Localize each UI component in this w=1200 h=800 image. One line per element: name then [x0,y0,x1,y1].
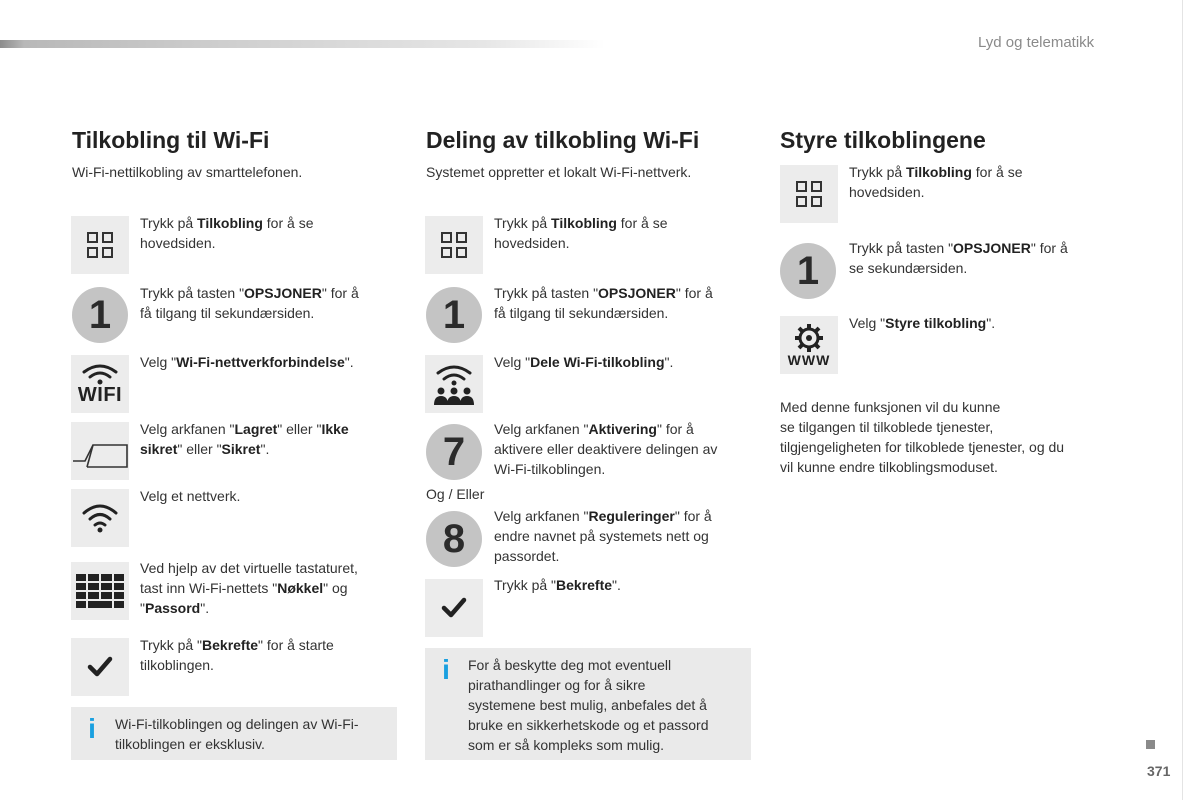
wifi-label-icon [71,355,129,413]
col2-info-note [425,648,751,760]
col2-note-line1: For å beskytte deg mot eventuell [468,657,672,673]
col2-step6: Trykk på "Bekrefte". [494,577,621,593]
col1-note-line2: tilkoblingen er eksklusiv. [115,736,265,752]
col1-title: Tilkobling til Wi-Fi [72,127,270,153]
keyboard-icon [71,562,129,620]
col1-step5: Velg et nettverk. [140,488,241,504]
step-number-1: 1 [780,243,836,299]
col1-step7: Trykk på "Bekrefte" for å starte tilkoblingen. [140,637,334,673]
step-number-1: 1 [426,287,482,343]
step-number-8: 8 [426,511,482,567]
wifi-icon [71,489,129,547]
step-number-7: 7 [426,424,482,480]
tab-icon [71,422,129,480]
col2-note-line3: systemene best mulig, anbefales det å [468,697,707,713]
col1-step6: Ved hjelp av det virtuelle tastaturet, tast inn Wi-Fi-nettets "Nøkkel" og "Passord". [140,560,358,616]
header-bar [0,40,605,48]
col1-step1: Trykk på Tilkobling for å se hovedsiden. [140,215,314,251]
col1-step2: Trykk på tasten "OPSJONER" for å få tilgang til sekundærsiden. [140,285,359,321]
page-number: 371 [1147,763,1171,779]
apps-grid-icon [425,216,483,274]
col2-title: Deling av tilkobling Wi-Fi [426,127,700,153]
col3-step2: Trykk på tasten "OPSJONER" for å se sekundærsiden. [849,240,1068,276]
page-edge-line [1182,0,1183,800]
share-wifi-icon [425,355,483,413]
col2-step3: Velg "Dele Wi-Fi-tilkobling". [494,354,674,370]
col2-step2: Trykk på tasten "OPSJONER" for å få tilgang til sekundærsiden. [494,285,713,321]
gear-www-icon [780,316,838,374]
checkmark-icon [71,638,129,696]
info-icon: i [88,713,96,744]
col2-step1: Trykk på Tilkobling for å se hovedsiden. [494,215,668,251]
col2-note-line2: pirathandlinger og for å sikre [468,677,646,693]
step-number-1: 1 [72,287,128,343]
col2-note-line5: som er så kompleks som mulig. [468,737,665,753]
www-icon-label: WWW [787,351,831,368]
col3-step1: Trykk på Tilkobling for å se hovedsiden. [849,164,1023,200]
col1-step3: Velg "Wi-Fi-nettverkforbindelse". [140,354,354,370]
col2-step4: Velg arkfanen "Aktivering" for å aktivere eller deaktivere delingen av Wi-Fi-tilkoblingen. [494,421,718,477]
col3-paragraph: Med denne funksjonen vil du kunne se tilgangen til tilkoblede tjenester, tilgjengeligheten for tilkoblede tjenester, og du vil kunne endre tilkoblingsmoduset. [780,399,1065,475]
page-marker [1146,740,1155,749]
col2-intro: Systemet oppretter et lokalt Wi-Fi-nettverk. [426,164,692,180]
checkmark-icon [425,579,483,637]
col2-note-line4: bruke en sikkerhetskode og et passord [468,717,709,733]
col1-note-line1: Wi-Fi-tilkoblingen og delingen av Wi-Fi- [115,716,359,732]
wifi-icon-label: WIFI [77,384,123,406]
section-title: Lyd og telematikk [978,34,1095,51]
info-icon: i [442,654,450,685]
col3-title: Styre tilkoblingene [780,127,986,153]
col3-step3: Velg "Styre tilkobling". [849,315,996,331]
apps-grid-icon [780,165,838,223]
col1-info-note [71,707,397,760]
col2-step5: Velg arkfanen "Reguleringer" for å endre navnet på systemets nett og passordet. [494,508,712,564]
col1-step4: Velg arkfanen "Lagret" eller "Ikke sikret" eller "Sikret". [140,421,349,457]
and-or-label: Og / Eller [426,486,485,502]
apps-grid-icon [71,216,129,274]
col1-intro: Wi-Fi-nettilkobling av smarttelefonen. [72,164,303,180]
